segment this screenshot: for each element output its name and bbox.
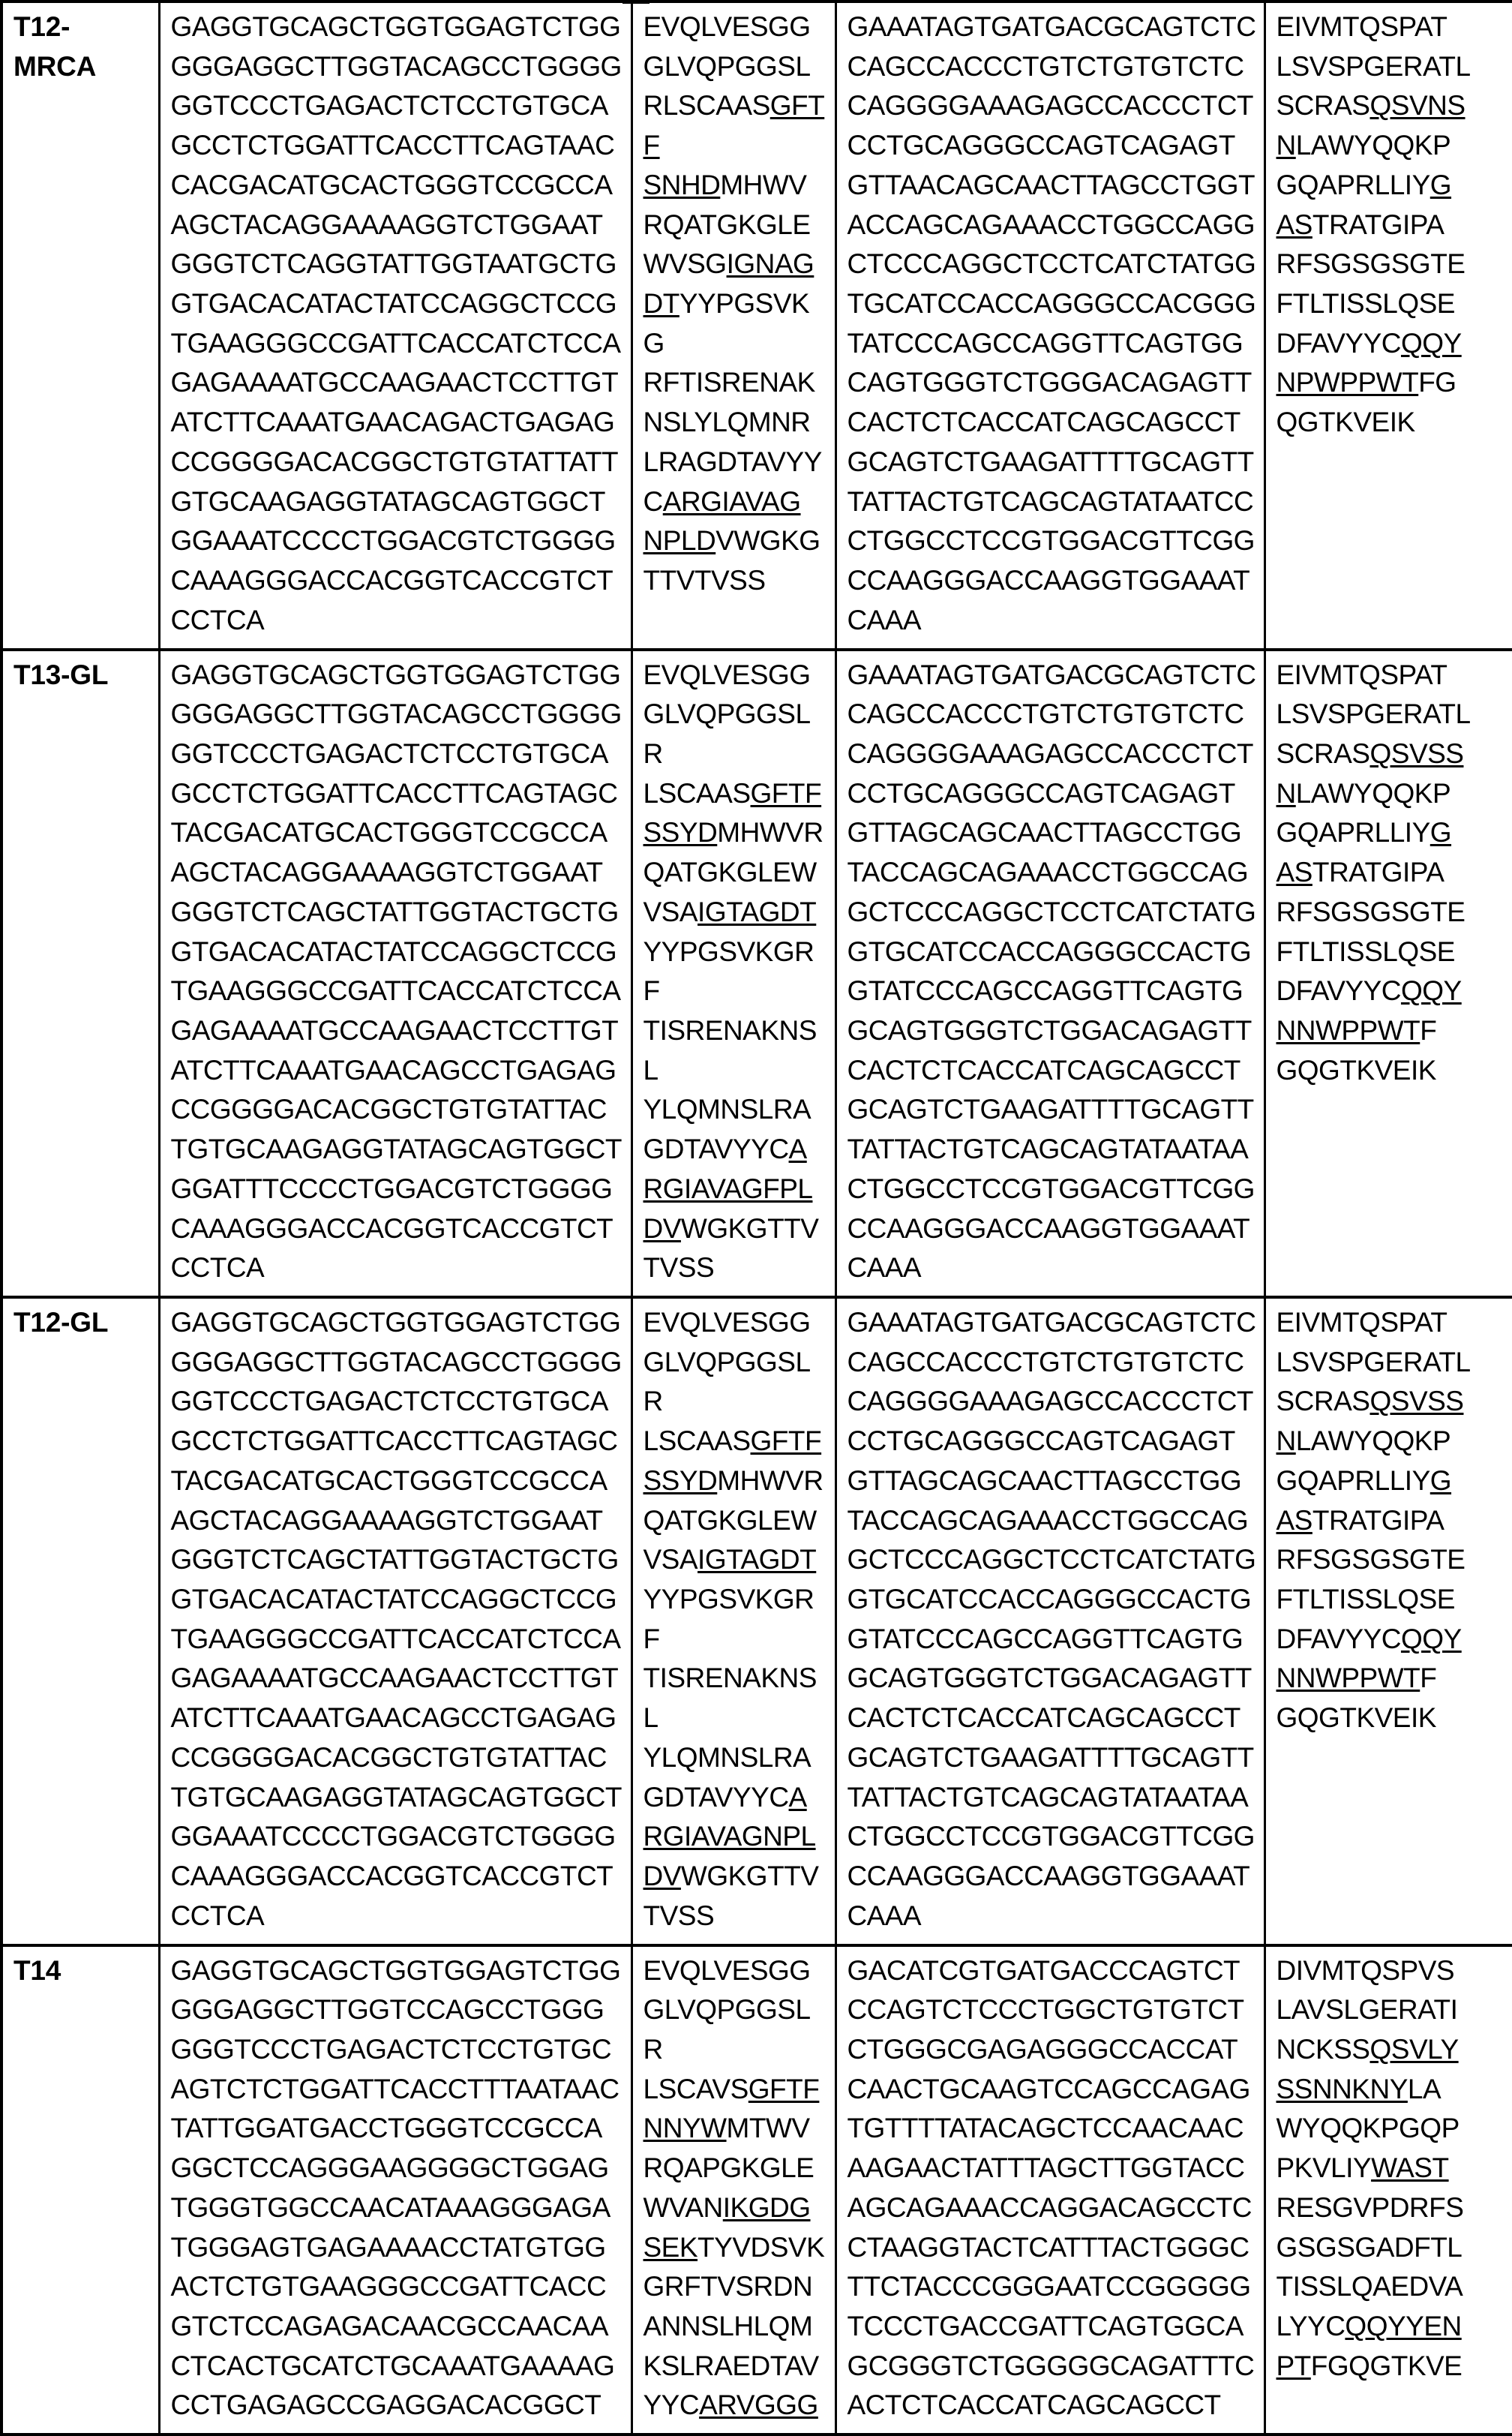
clone-label-cell: T12-GL (2, 1297, 159, 1945)
clone-label-cell: T14 (2, 1945, 159, 2435)
light-chain-protein-cell: EIVMTQSPAT LSVSPGERATL SCRASQSVNS NLAWYQQKP GQAPRLLIYG ASTRATGIPA RFSGSGSGTE FTLTISSLQSE DFAVYYCQQY NPWPPWTFG QGTKVEIK (1264, 2, 1512, 650)
heavy-chain-protein-cell: EVQLVESGG GLVQPGGSLR LSCAASGFTF SSYDMHWVR QATGKGLEW VSAIGTAGDT YYPGSVKGRF TISRENAKNSL YLQMNSLRA GDTAVYYCA RGIAVAGNPL DVWGKGTTV TVSS (632, 1297, 836, 1945)
cdr-underline: RGIAVAGFPL (643, 1173, 813, 1204)
light-chain-protein-cell: EIVMTQSPAT LSVSPGERATL SCRASQSVSS NLAWYQQKP GQAPRLLIYG ASTRATGIPA RFSGSGSGTE FTLTISSLQSE DFAVYYCQQY NNWPPWTF GQGTKVEIK (1264, 1297, 1512, 1945)
light-chain-protein-cell: DIVMTQSPVS LAVSLGERATI NCKSSQSVLY SSNNKNYLA WYQQKPGQP PKVLIYWAST RESGVPDRFS GSGSGADFTL TISSLQAEDVA LYYCQQYYEN PTFGQGTKVE (1264, 1945, 1512, 2435)
cdr-underline: IGTAGDT (698, 896, 817, 927)
cdr-underline: DT (643, 288, 680, 320)
cdr-underline: QSVLY (1370, 2033, 1459, 2065)
cdr-underline: NNWPPWT (1276, 1014, 1420, 1046)
cdr-underline: G (1430, 1464, 1452, 1496)
cdr-underline: QSVNS (1370, 90, 1466, 122)
heavy-chain-dna-cell: GAGGTGCAGCTGGTGGAGTCTGGGGGAGGCTTGGTCCAGCCTGGGGGGTCCCTGAGACTCTCCTGTGCAGTCTCTGGATTCACCTTTAATAACTATTGGATGACCTGGGTCCGCCAGGCTCCAGGGAAGGGGCTGGAGTGGGTGGCCAACATAAAGGGAGATGGGAGTGAGAAAACCTATGTGGACTCTGTGAAGGGCCGATTCACCGTCTCCAGAGACAACGCCAACAACTCACTGCATCTGCAAATGAAAAGCCTGAGAGCCGAGGACACGGCT (159, 1945, 632, 2435)
heavy-chain-dna-cell: GAGGTGCAGCTGGTGGAGTCTGGGGGAGGCTTGGTACAGCCTGGGGGGTCCCTGAGACTCTCCTGTGCAGCCTCTGGATTCACCTTCAGTAGCTACGACATGCACTGGGTCCGCCAAGCTACAGGAAAAGGTCTGGAATGGGTCTCAGCTATTGGTACTGCTGGTGACACATACTATCCAGGCTCCGTGAAGGGCCGATTCACCATCTCCAGAGAAAATGCCAAGAACTCCTTGTATCTTCAAATGAACAGCCTGAGAGCCGGGGACACGGCTGTGTATTACTGTGCAAGAGGTATAGCAGTGGCTGGAAATCCCCTGGACGTCTGGGGCAAAGGGACCACGGTCACCGTCTCCTCA (159, 1297, 632, 1945)
table-row (2, 650, 1512, 1298)
cdr-underline: SSYD (643, 1464, 718, 1496)
cdr-underline: NNYW (643, 2113, 727, 2144)
cdr-underline: WAST (1371, 2152, 1449, 2184)
heavy-chain-dna-cell: GAGGTGCAGCTGGTGGAGTCTGGGGGAGGCTTGGTACAGCCTGGGGGGTCCCTGAGACTCTCCTGTGCAGCCTCTGGATTCACCTTCAGTAACCACGACATGCACTGGGTCCGCCAAGCTACAGGAAAAGGTCTGGAATGGGTCTCAGGTATTGGTAATGCTGGTGACACATACTATCCAGGCTCCGTGAAGGGCCGATTCACCATCTCCAGAGAAAATGCCAAGAACTCCTTGTATCTTCAAATGAACAGACTGAGAGCCGGGGACACGGCTGTGTATTATTGTGCAAGAGGTATAGCAGTGGCTGGAAATCCCCTGGACGTCTGGGGCAAAGGGACCACGGTCACCGTCTCCTCA (159, 2, 632, 650)
heavy-chain-protein-cell: EVQLVESGGGLVQPGGSLRLSCAASGFTF SNHDMHWV RQATGKGLE WVSGIGNAG DTYYPGSVKG RFTISRENAK NSLYLQMNR LRAGDTAVYY CARGIAVAG NPLDVWGKG TTVTVSS (632, 2, 836, 650)
light-chain-dna-cell: GAAATAGTGATGACGCAGTCTCCAGCCACCCTGTCTGTGTCTCCAGGGGAAAGAGCCACCCTCTCCTGCAGGGCCAGTCAGAGTGTTAGCAGCAACTTAGCCTGGTACCAGCAGAAACCTGGCCAGGCTCCCAGGCTCCTCATCTATGGTGCATCCACCAGGGCCACTGGTATCCCAGCCAGGTTCAGTGGCAGTGGGTCTGGACAGAGTTCACTCTCACCATCAGCAGCCTGCAGTCTGAAGATTTTGCAGTTTATTACTGTCAGCAGTATAATAACTGGCCTCCGTGGACGTTCGGCCAAGGGACCAAGGTGGAAATCAAA (836, 650, 1264, 1298)
cdr-underline: AS (1276, 857, 1312, 888)
light-chain-dna-cell: GACATCGTGATGACCCAGTCTCCAGTCTCCCTGGCTGTGTCTCTGGGCGAGAGGGCCACCATCAACTGCAAGTCCAGCCAGAGTGTTTTATACAGCTCCAACAACAAGAACTATTTAGCTTGGTACCAGCAGAAACCAGGACAGCCTCCTAAGGTACTCATTTACTGGGCTTCTACCCGGGAATCCGGGGGTCCCTGACCGATTCAGTGGCAGCGGGTCTGGGGGCAGATTTCACTCTCACCATCAGCAGCCT (836, 1945, 1264, 2435)
clone-label-cell: T13-GL (2, 650, 159, 1298)
cdr-underline: GFTF (750, 1425, 822, 1457)
cdr-underline: NNWPPWT (1276, 1663, 1420, 1694)
cdr-underline: G (1430, 817, 1452, 849)
cdr-underline: QQY (1400, 1623, 1462, 1654)
cdr-underline: SSNNKNY (1276, 2073, 1408, 2104)
sequence-table-body (2, 2, 1512, 2434)
cdr-underline: ARVGGG (699, 2389, 818, 2421)
cdr-underline: AS (1276, 1504, 1312, 1536)
cdr-underline: A (788, 1134, 807, 1165)
table-row (2, 1297, 1512, 1945)
heavy-chain-protein-cell: EVQLVESGG GLVQPGGSLR LSCAVSGFTF NNYWMTWV RQAPGKGLE WVANIKGDG SEKTYVDSVK GRFTVSRDN ANNSLHLQM KSLRAEDTAV YYCARVGGG (632, 1945, 836, 2435)
cdr-underline: AS (1276, 209, 1312, 240)
cdr-underline: G (1430, 169, 1452, 200)
cdr-underline: GFTF (643, 90, 825, 161)
cdr-underline: N (1276, 130, 1296, 161)
cdr-underline: ARGIAVAG (662, 485, 801, 517)
cdr-underline: PT (1276, 2350, 1311, 2381)
cdr-underline: DV (643, 1212, 681, 1244)
clone-label-cell: T12- MRCA (14, 11, 97, 82)
cdr-underline: QQY (1400, 975, 1462, 1007)
cdr-underline: NPWPPWT (1276, 367, 1419, 398)
cdr-underline: SEK (643, 2231, 698, 2263)
cdr-underline: GFTF (750, 777, 822, 809)
table-row (2, 1945, 1512, 2435)
cdr-underline: RGIAVAGNPL (643, 1821, 816, 1852)
cdr-underline: DV (643, 1861, 681, 1892)
cdr-underline: N (1276, 1425, 1296, 1457)
table-row (2, 2, 1512, 650)
heavy-chain-dna-cell: GAGGTGCAGCTGGTGGAGTCTGGGGGAGGCTTGGTACAGCCTGGGGGGTCCCTGAGACTCTCCTGTGCAGCCTCTGGATTCACCTTCAGTAGCTACGACATGCACTGGGTCCGCCAAGCTACAGGAAAAGGTCTGGAATGGGTCTCAGCTATTGGTACTGCTGGTGACACATACTATCCAGGCTCCGTGAAGGGCCGATTCACCATCTCCAGAGAAAATGCCAAGAACTCCTTGTATCTTCAAATGAACAGCCTGAGAGCCGGGGACACGGCTGTGTATTACTGTGCAAGAGGTATAGCAGTGGCTGGATTTCCCCTGGACGTCTGGGGCAAAGGGACCACGGTCACCGTCTCCTCA (159, 650, 632, 1298)
light-chain-dna-cell: GAAATAGTGATGACGCAGTCTCCAGCCACCCTGTCTGTGTCTCCAGGGGAAAGAGCCACCCTCTCCTGCAGGGCCAGTCAGAGTGTTAGCAGCAACTTAGCCTGGTACCAGCAGAAACCTGGCCAGGCTCCCAGGCTCCTCATCTATGGTGCATCCACCAGGGCCACTGGTATCCCAGCCAGGTTCAGTGGCAGTGGGTCTGGACAGAGTTCACTCTCACCATCAGCAGCCTGCAGTCTGAAGATTTTGCAGTTTATTACTGTCAGCAGTATAATAACTGGCCTCCGTGGACGTTCGGCCAAGGGACCAAGGTGGAAATCAAA (836, 1297, 1264, 1945)
cdr-underline: QQY (1400, 327, 1462, 359)
cdr-underline: SSYD (643, 817, 718, 849)
cdr-underline: SNHD (643, 169, 721, 200)
heavy-chain-protein-cell: EVQLVESGG GLVQPGGSLR LSCAASGFTF SSYDMHWVR QATGKGLEW VSAIGTAGDT YYPGSVKGRF TISRENAKNSL YLQMNSLRA GDTAVYYCA RGIAVAGFPL DVWGKGTTV TVSS (632, 650, 836, 1298)
cdr-underline: N (1276, 777, 1296, 809)
cdr-underline: QQYYEN (1345, 2310, 1462, 2341)
light-chain-protein-cell: EIVMTQSPAT LSVSPGERATL SCRASQSVSS NLAWYQQKP GQAPRLLIYG ASTRATGIPA RFSGSGSGTE FTLTISSLQSE DFAVYYCQQY NNWPPWTF GQGTKVEIK (1264, 650, 1512, 1298)
cdr-underline: IGTAGDT (698, 1544, 817, 1575)
cdr-underline: QSVSS (1370, 737, 1464, 769)
light-chain-dna-cell: GAAATAGTGATGACGCAGTCTCCAGCCACCCTGTCTGTGTCTCCAGGGGAAAGAGCCACCCTCTCCTGCAGGGCCAGTCAGAGTGTTAACAGCAACTTAGCCTGGTACCAGCAGAAACCTGGCCAGGCTCCCAGGCTCCTCATCTATGGTGCATCCACCAGGGCCACGGGTATCCCAGCCAGGTTCAGTGGCAGTGGGTCTGGGACAGAGTTCACTCTCACCATCAGCAGCCTGCAGTCTGAAGATTTTGCAGTTTATTACTGTCAGCAGTATAATCCCTGGCCTCCGTGGACGTTCGGCCAAGGGACCAAGGTGGAAATCAAA (836, 2, 1264, 650)
cdr-underline: GFTF (748, 2073, 820, 2104)
page-top-rule (622, 0, 650, 4)
cdr-underline: IKGDG (722, 2191, 811, 2223)
cdr-underline: A (788, 1781, 807, 1813)
cdr-underline: IGNAG (726, 248, 814, 280)
cdr-underline: QSVSS (1370, 1386, 1464, 1417)
cdr-underline: NPLD (643, 525, 716, 557)
